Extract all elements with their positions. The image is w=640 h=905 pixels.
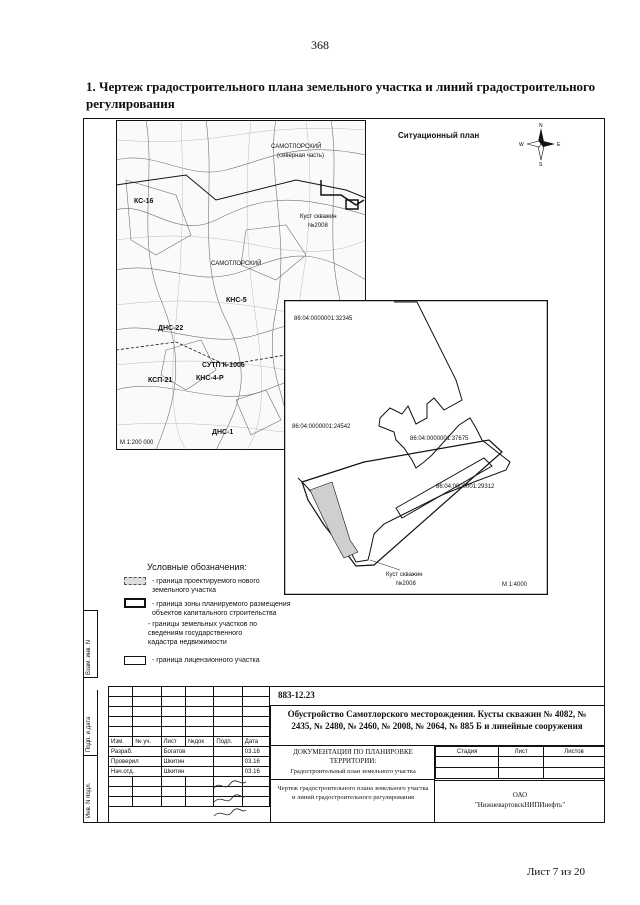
side-strip	[84, 610, 98, 678]
stamp-row	[109, 747, 270, 757]
stamp-header: №док	[186, 737, 214, 747]
map-label: САМОТЛОРСКИЙ	[271, 144, 322, 150]
stage-header: Листов	[544, 747, 605, 757]
legend-item: - граница зоны планируемого размещения объектов капитального строительства	[152, 601, 291, 617]
side-label: Подп. и дата	[86, 716, 92, 752]
org-cell	[435, 780, 605, 823]
legend-symbol-license-area	[124, 656, 146, 665]
stamp-row	[109, 757, 270, 767]
map-label: Куст скважин	[300, 214, 337, 220]
project-title: Обустройство Самотлорского месторождения. Кусты скважин № 4082, № 2435, № 2480, № 2460, № 2008, № 2064, № 885 Б и линейные сооружения	[287, 709, 587, 731]
compass-icon	[518, 122, 564, 166]
map-label: (северная часть)	[277, 153, 325, 159]
stamp-role: Проверил	[109, 757, 162, 767]
stamp-header: Изм.	[109, 737, 133, 747]
stage-header: Лист	[499, 747, 544, 757]
org-line: "НижневартовскНИПИнефть"	[474, 801, 566, 809]
map-label: №2008	[308, 223, 328, 229]
side-strip	[84, 690, 98, 756]
map-label: ДНС-1	[212, 429, 234, 436]
stamp-header: Подп.	[214, 737, 242, 747]
legend-symbol-construction-zone	[124, 598, 146, 608]
stamp-header: Лист	[161, 737, 185, 747]
code-cell	[270, 686, 605, 706]
detail-scale: М 1:4000	[502, 582, 528, 588]
map-label: КСП-21	[148, 377, 173, 384]
stamp-date: 03.16	[242, 747, 269, 757]
compass-s: S	[539, 162, 543, 166]
drawing-code: 883-12.23	[278, 690, 315, 700]
stamp-date: 03.16	[242, 757, 269, 767]
page-heading: 1. Чертеж градостроительного плана земельного участка и линий градостроительного регулирования	[86, 79, 596, 111]
page-number: 368	[311, 38, 329, 52]
stamp-role: Нач.отд.	[109, 767, 162, 777]
map-label: СУТП К-1006	[202, 362, 245, 369]
well-pad-label: №2008	[396, 581, 416, 587]
legend-symbol-new-plot	[124, 577, 146, 585]
map-label: ДНС-22	[158, 325, 184, 332]
situation-plan-title: Ситуационный план	[398, 131, 480, 140]
stage-header: Стадия	[436, 747, 499, 757]
map-label: КС-16	[134, 198, 154, 205]
side-label: Инв. N подл.	[86, 782, 92, 818]
sheet-footer: Лист 7 из 20	[526, 866, 585, 878]
stamp-name: Шкитин	[161, 767, 214, 777]
map-label: КНС-5	[226, 297, 247, 304]
stamp-row	[109, 767, 270, 777]
compass-n: N	[539, 123, 543, 129]
compass-w: W	[519, 142, 524, 148]
map-label: КНС-4-Р	[196, 375, 224, 382]
stamp-role: Разраб.	[109, 747, 162, 757]
stamp-name: Шкитин	[161, 757, 214, 767]
legend-item: - граница проектируемого нового земельного участка	[152, 578, 260, 594]
legend-title: Условные обозначения:	[147, 562, 247, 572]
map-scale: М 1:200 000	[120, 440, 154, 446]
well-pad-label: Куст скважин	[386, 572, 423, 578]
project-title-cell	[270, 706, 605, 746]
stamp-name: Богатов	[161, 747, 214, 757]
signatures	[210, 778, 250, 822]
stamp-date: 03.16	[242, 767, 269, 777]
cadastral-label: 86:04:0000001:29312	[436, 484, 495, 490]
legend-item: - граница лицензионного участка	[152, 657, 260, 664]
drawing-name: Чертеж градостроительного плана земельного участка и линий градостроительного регулирования	[277, 785, 429, 801]
side-strip	[84, 756, 98, 822]
map-label: САМОТЛОРСКИЙ	[211, 261, 262, 267]
stage-table	[435, 746, 605, 779]
doc-title-cell	[270, 746, 435, 780]
detail-plan	[284, 300, 548, 595]
cadastral-label: 86:04:0000001:32345	[294, 316, 353, 322]
legend-item: - границы земельных участков по сведениям государственного кадастра недвижимости	[148, 621, 258, 646]
doc-title: ДОКУМЕНТАЦИЯ ПО ПЛАНИРОВКЕ ТЕРРИТОРИИ:	[293, 748, 413, 765]
side-label: Взам. инв. N	[86, 639, 92, 675]
drawing-name-cell	[270, 780, 435, 823]
stamp-header: № уч.	[133, 737, 161, 747]
compass-e: E	[557, 142, 561, 148]
doc-subtitle: Градостроительный план земельного участка	[290, 768, 416, 775]
cadastral-label: 86:04:0000001:37675	[410, 436, 469, 442]
stamp-header: Дата	[242, 737, 269, 747]
org-line: ОАО	[512, 791, 528, 799]
cadastral-label: 86:04:0000001:24542	[292, 424, 351, 430]
